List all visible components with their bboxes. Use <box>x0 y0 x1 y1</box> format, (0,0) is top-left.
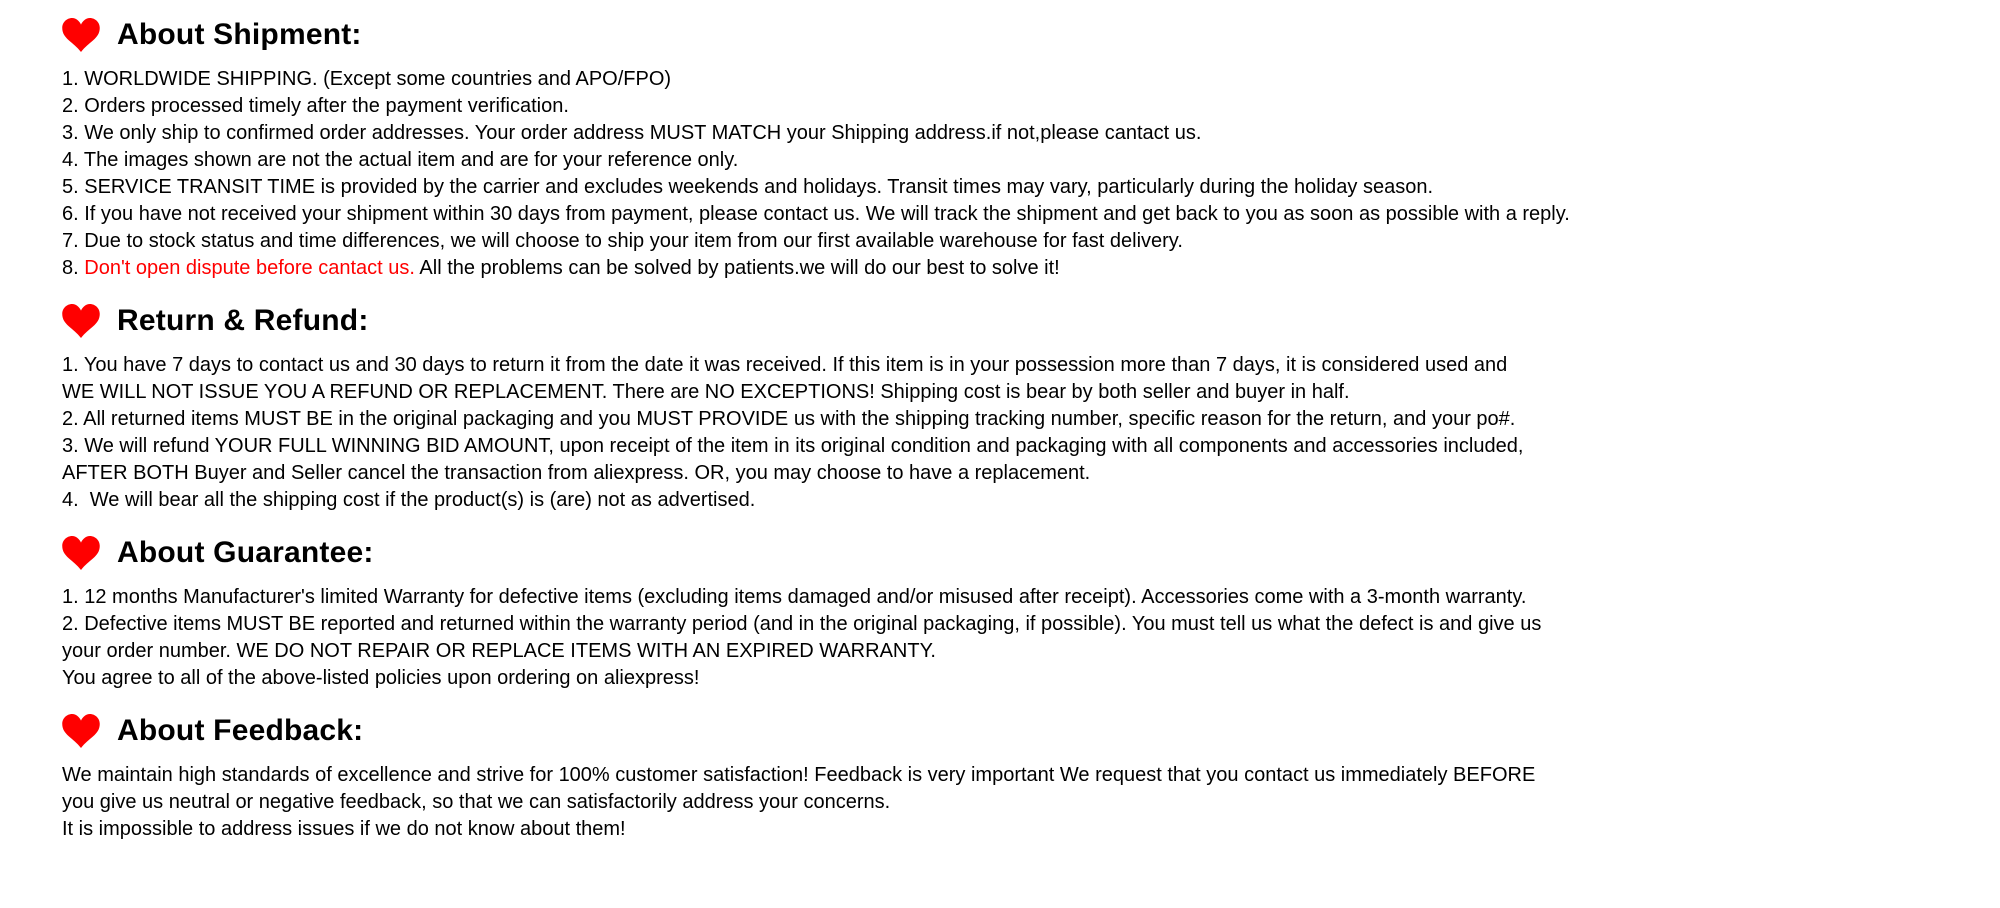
section-title: About Feedback: <box>117 714 364 747</box>
policy-line <box>62 816 1960 843</box>
section-about-feedback <box>62 712 1960 843</box>
policy-text: 8. <box>62 257 85 279</box>
section-about-guarantee <box>62 534 1960 692</box>
policy-line <box>62 789 1960 816</box>
policy-line <box>62 487 1960 514</box>
policy-line <box>62 406 1960 433</box>
warning-text: Don't open dispute before cantact us. <box>84 257 415 279</box>
section-heading <box>62 302 1960 340</box>
policy-text: 2. Defective items MUST BE reported and returned within the warranty period (and in the original packaging, if possible). You must tell us what the defect is and give us <box>62 613 1542 635</box>
section-body <box>62 352 1960 514</box>
policy-text: you give us neutral or negative feedback, so that we can satisfactorily address your concerns. <box>62 791 891 813</box>
policy-line <box>62 584 1960 611</box>
policy-line <box>62 174 1960 201</box>
section-about-shipment <box>62 16 1960 282</box>
heart-icon <box>62 714 100 748</box>
policy-text: 4. The images shown are not the actual item and are for your reference only. <box>62 149 739 171</box>
section-title: About Shipment: <box>117 18 362 51</box>
section-return-refund <box>62 302 1960 514</box>
policy-line <box>62 228 1960 255</box>
policy-line <box>62 201 1960 228</box>
policy-text: You agree to all of the above-listed policies upon ordering on aliexpress! <box>62 667 700 689</box>
section-body <box>62 66 1960 282</box>
policy-text: 2. Orders processed timely after the payment verification. <box>62 95 569 117</box>
policy-text: 5. SERVICE TRANSIT TIME is provided by the carrier and excludes weekends and holidays. Transit times may vary, particularly during the holiday season. <box>62 176 1434 198</box>
policy-line <box>62 66 1960 93</box>
section-heading <box>62 712 1960 750</box>
policy-text: All the problems can be solved by patients.we will do our best to solve it! <box>414 257 1060 279</box>
policy-line <box>62 147 1960 174</box>
policy-line <box>62 352 1960 379</box>
policy-line <box>62 762 1960 789</box>
policy-text: your order number. WE DO NOT REPAIR OR REPLACE ITEMS WITH AN EXPIRED WARRANTY. <box>62 640 936 662</box>
policy-line <box>62 255 1960 282</box>
policy-text: WE WILL NOT ISSUE YOU A REFUND OR REPLACEMENT. There are NO EXCEPTIONS! Shipping cost is bear by both seller and buyer in half. <box>62 381 1350 403</box>
policy-line <box>62 433 1960 460</box>
policy-text: 4. We will bear all the shipping cost if the product(s) is (are) not as advertised. <box>62 489 756 511</box>
heart-icon <box>62 304 100 338</box>
policy-line <box>62 638 1960 665</box>
policy-text: It is impossible to address issues if we do not know about them! <box>62 818 626 840</box>
section-heading <box>62 534 1960 572</box>
policy-text: 1. 12 months Manufacturer's limited Warranty for defective items (excluding items damaged and/or misused after receipt). Accessories come with a 3-month warranty. <box>62 586 1527 608</box>
policy-line <box>62 460 1960 487</box>
policy-text: 7. Due to stock status and time differences, we will choose to ship your item from our first available warehouse for fast delivery. <box>62 230 1183 252</box>
heart-icon <box>62 18 100 52</box>
section-title: About Guarantee: <box>117 536 374 569</box>
policy-text: 6. If you have not received your shipment within 30 days from payment, please contact us. We will track the shipment and get back to you as soon as possible with a reply. <box>62 203 1570 225</box>
section-body <box>62 762 1960 843</box>
heart-icon <box>62 536 100 570</box>
section-body <box>62 584 1960 692</box>
policy-text: 3. We will refund YOUR FULL WINNING BID AMOUNT, upon receipt of the item in its original condition and packaging with all components and accessories included, <box>62 435 1524 457</box>
section-title: Return & Refund: <box>117 304 369 337</box>
policy-text: 1. You have 7 days to contact us and 30 days to return it from the date it was received. If this item is in your possession more than 7 days, it is considered used and <box>62 354 1508 376</box>
policy-line <box>62 120 1960 147</box>
policy-line <box>62 379 1960 406</box>
policy-text: 3. We only ship to confirmed order addresses. Your order address MUST MATCH your Shipping address.if not,please cantact us. <box>62 122 1202 144</box>
policy-text: 1. WORLDWIDE SHIPPING. (Except some countries and APO/FPO) <box>62 68 672 90</box>
policy-line <box>62 611 1960 638</box>
policy-line <box>62 93 1960 120</box>
policy-text: We maintain high standards of excellence and strive for 100% customer satisfaction! Feedback is very important We request that you contact us immediately BEFORE <box>62 764 1536 786</box>
policy-text: AFTER BOTH Buyer and Seller cancel the transaction from aliexpress. OR, you may choose to have a replacement. <box>62 462 1091 484</box>
policy-line <box>62 665 1960 692</box>
section-heading <box>62 16 1960 54</box>
policy-text: 2. All returned items MUST BE in the original packaging and you MUST PROVIDE us with the shipping tracking number, specific reason for the return, and your po#. <box>62 408 1516 430</box>
